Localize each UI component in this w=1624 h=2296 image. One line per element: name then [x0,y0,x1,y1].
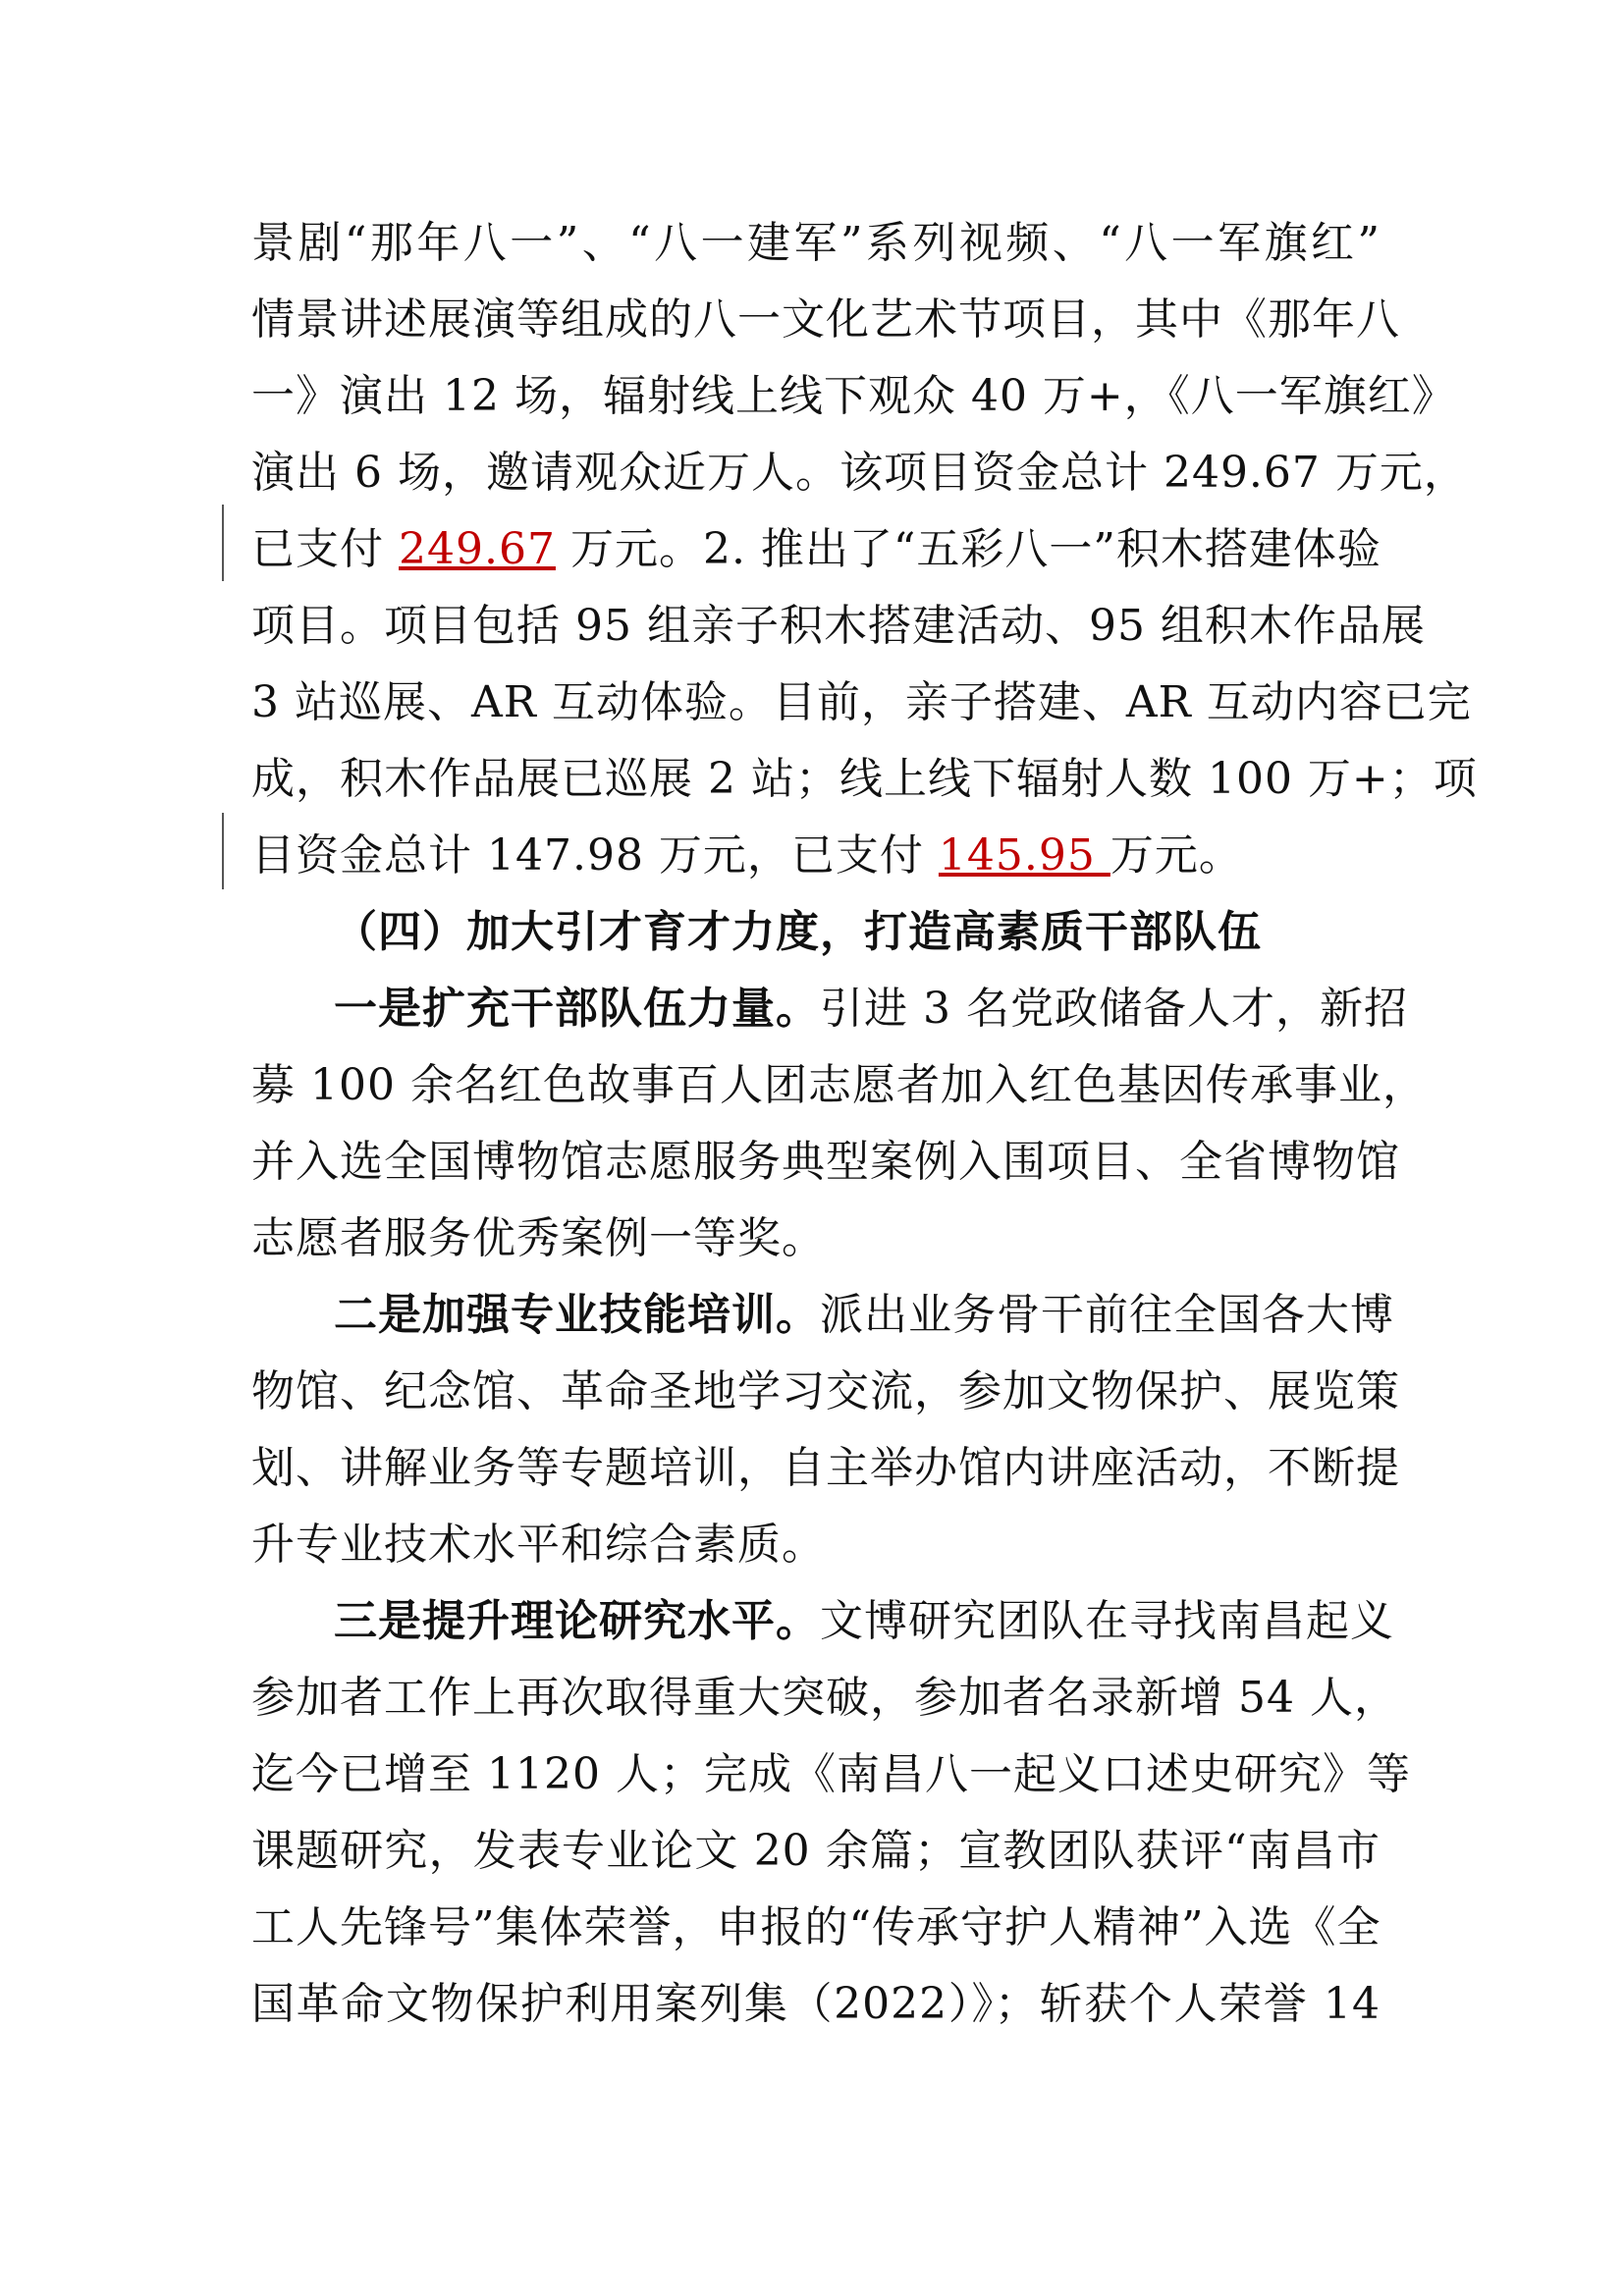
paragraph-first-line [334,980,1408,1039]
line-text: 万元。 [1110,830,1243,881]
text-line: 景剧“那年八一”、“八一建军”系列视频、“八一军旗红” [251,218,1380,268]
paragraph-first-line [334,1286,1394,1345]
paragraph-lead: 二是加强专业技能培训。 [334,1290,820,1340]
text-line: 成，积木作品展已巡展 2 站；线上线下辐射人数 100 万+；项 [251,754,1478,804]
paragraph-lead: 一是扩充干部队伍力量。 [334,984,820,1034]
paragraph-first-line [334,1592,1394,1651]
text-line: 课题研究，发表专业论文 20 余篇；宣教团队获评“南昌市 [251,1826,1380,1876]
revision-marker [222,505,224,581]
text-line: 迄今已增至 1120 人；完成《南昌八一起义口述史研究》等 [251,1749,1411,1799]
text-line: 3 站巡展、AR 互动体验。目前，亲子搭建、AR 互动内容已完 [251,677,1472,727]
line-text: 目资金总计 147.98 万元，已支付 [251,830,939,881]
text-line [251,827,1380,885]
text-line: 国革命文物保护利用案列集（2022）》；斩获个人荣誉 14 [251,1979,1380,2029]
line-text: 派出业务骨干前往全国各大博 [820,1290,1394,1340]
revised-amount: 249.67 [399,524,556,574]
text-line: 参加者工作上再次取得重大突破，参加者名录新增 54 人， [251,1673,1398,1723]
text-line: 工人先锋号”集体荣誉，申报的“传承守护人精神”入选《全 [251,1902,1381,1952]
text-line: 物馆、纪念馆、革命圣地学习交流，参加文物保护、展览策 [251,1366,1400,1416]
text-line: 升专业技术水平和综合素质。 [251,1520,826,1570]
line-text: 万元。2. 推出了“五彩八一”积木搭建体验 [555,524,1381,574]
text-line: 演出 6 场，邀请观众近万人。该项目资金总计 249.67 万元， [251,448,1468,498]
text-line: 募 100 余名红色故事百人团志愿者加入红色基因传承事业， [251,1060,1427,1110]
line-text: 引进 3 名党政储备人才，新招 [820,984,1408,1034]
text-line: 划、讲解业务等专题培训，自主举办馆内讲座活动，不断提 [251,1443,1400,1493]
text-line [251,520,1380,579]
text-line: 情景讲述展演等组成的八一文化艺术节项目，其中《那年八 [251,294,1400,345]
revision-marker [222,813,224,889]
line-text: 已支付 [251,524,399,574]
text-line: 志愿者服务优秀案例一等奖。 [251,1213,826,1263]
revised-amount: 145.95 [938,830,1110,881]
text-line: 项目。项目包括 95 组亲子积木搭建活动、95 组积木作品展 [251,601,1426,651]
line-text: 文博研究团队在寻找南昌起义 [820,1596,1394,1646]
paragraph-lead: 三是提升理论研究水平。 [334,1596,820,1646]
text-line: 并入选全国博物馆志愿服务典型案例入围项目、全省博物馆 [251,1137,1400,1187]
text-line: 一》演出 12 场，辐射线上线下观众 40 万+，《八一军旗红》 [251,371,1456,421]
section-heading: （四）加大引才育才力度，打造高素质干部队伍 [334,907,1262,957]
